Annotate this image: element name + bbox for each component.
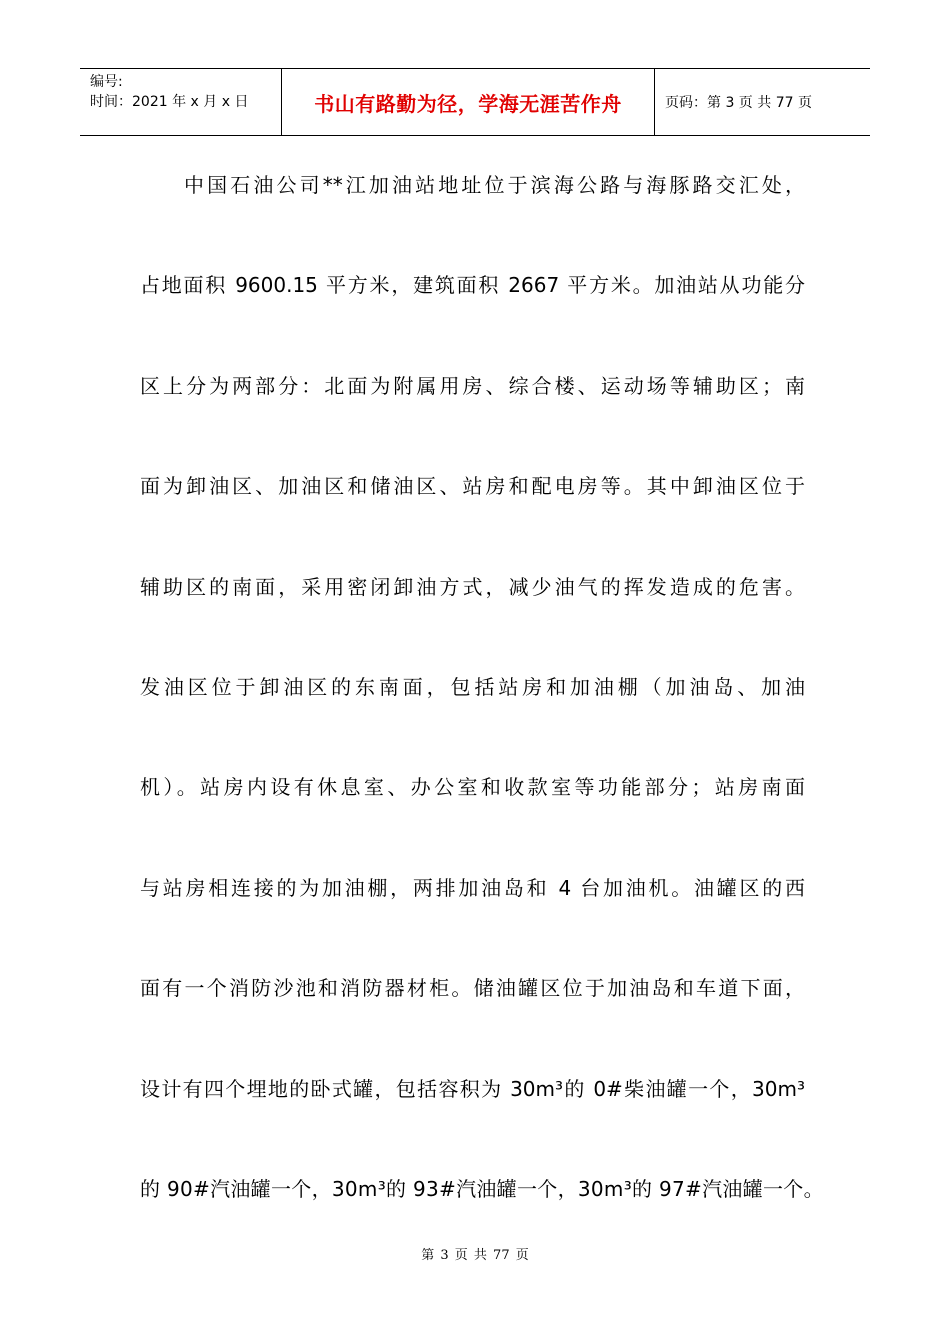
page-footer: 第 3 页 共 77 页	[421, 1248, 529, 1263]
paragraph-line: 机）。站房内设有休息室、办公室和收款室等功能部分；站房南面	[140, 775, 805, 800]
motto-text: 书山有路勤为径，学海无涯苦作舟	[314, 91, 622, 116]
number-label: 编号:	[90, 74, 123, 90]
paragraph-line: 占地面积 9600.15 平方米，建筑面积 2667 平方米。加油站从功能分	[140, 273, 805, 298]
document-header	[80, 68, 870, 136]
paragraph-line: 中国石油公司**江加油站地址位于滨海公路与海豚路交汇处，	[184, 173, 805, 197]
time-label: 时间：2021 年 x 月 x 日	[90, 94, 249, 110]
body-paragraph	[140, 160, 824, 1264]
paragraph-line: 设计有四个埋地的卧式罐，包括容积为 30m³的 0#柴油罐一个，30m³	[140, 1076, 805, 1101]
header-meta-cell	[80, 69, 282, 135]
paragraph-line: 的 90#汽油罐一个，30m³的 93#汽油罐一个，30m³的 97#汽油罐一个。	[140, 1176, 824, 1201]
paragraph-line: 区上分为两部分：北面为附属用房、综合楼、运动场等辅助区；南	[140, 373, 805, 398]
paragraph-line: 面为卸油区、加油区和储油区、站房和配电房等。其中卸油区位于	[140, 474, 805, 499]
paragraph-line: 与站房相连接的为加油棚，两排加油岛和 4 台加油机。油罐区的西	[140, 875, 805, 900]
header-page-cell	[655, 69, 870, 135]
paragraph-line: 发油区位于卸油区的东南面，包括站房和加油棚（加油岛、加油	[140, 674, 805, 699]
paragraph-line: 辅助区的南面，采用密闭卸油方式，减少油气的挥发造成的危害。	[140, 574, 805, 599]
paragraph-line: 面有一个消防沙池和消防器材柜。储油罐区位于加油岛和车道下面，	[140, 976, 805, 1001]
page-code: 页码：第 3 页 共 77 页	[665, 95, 812, 111]
header-motto-cell	[282, 69, 655, 135]
